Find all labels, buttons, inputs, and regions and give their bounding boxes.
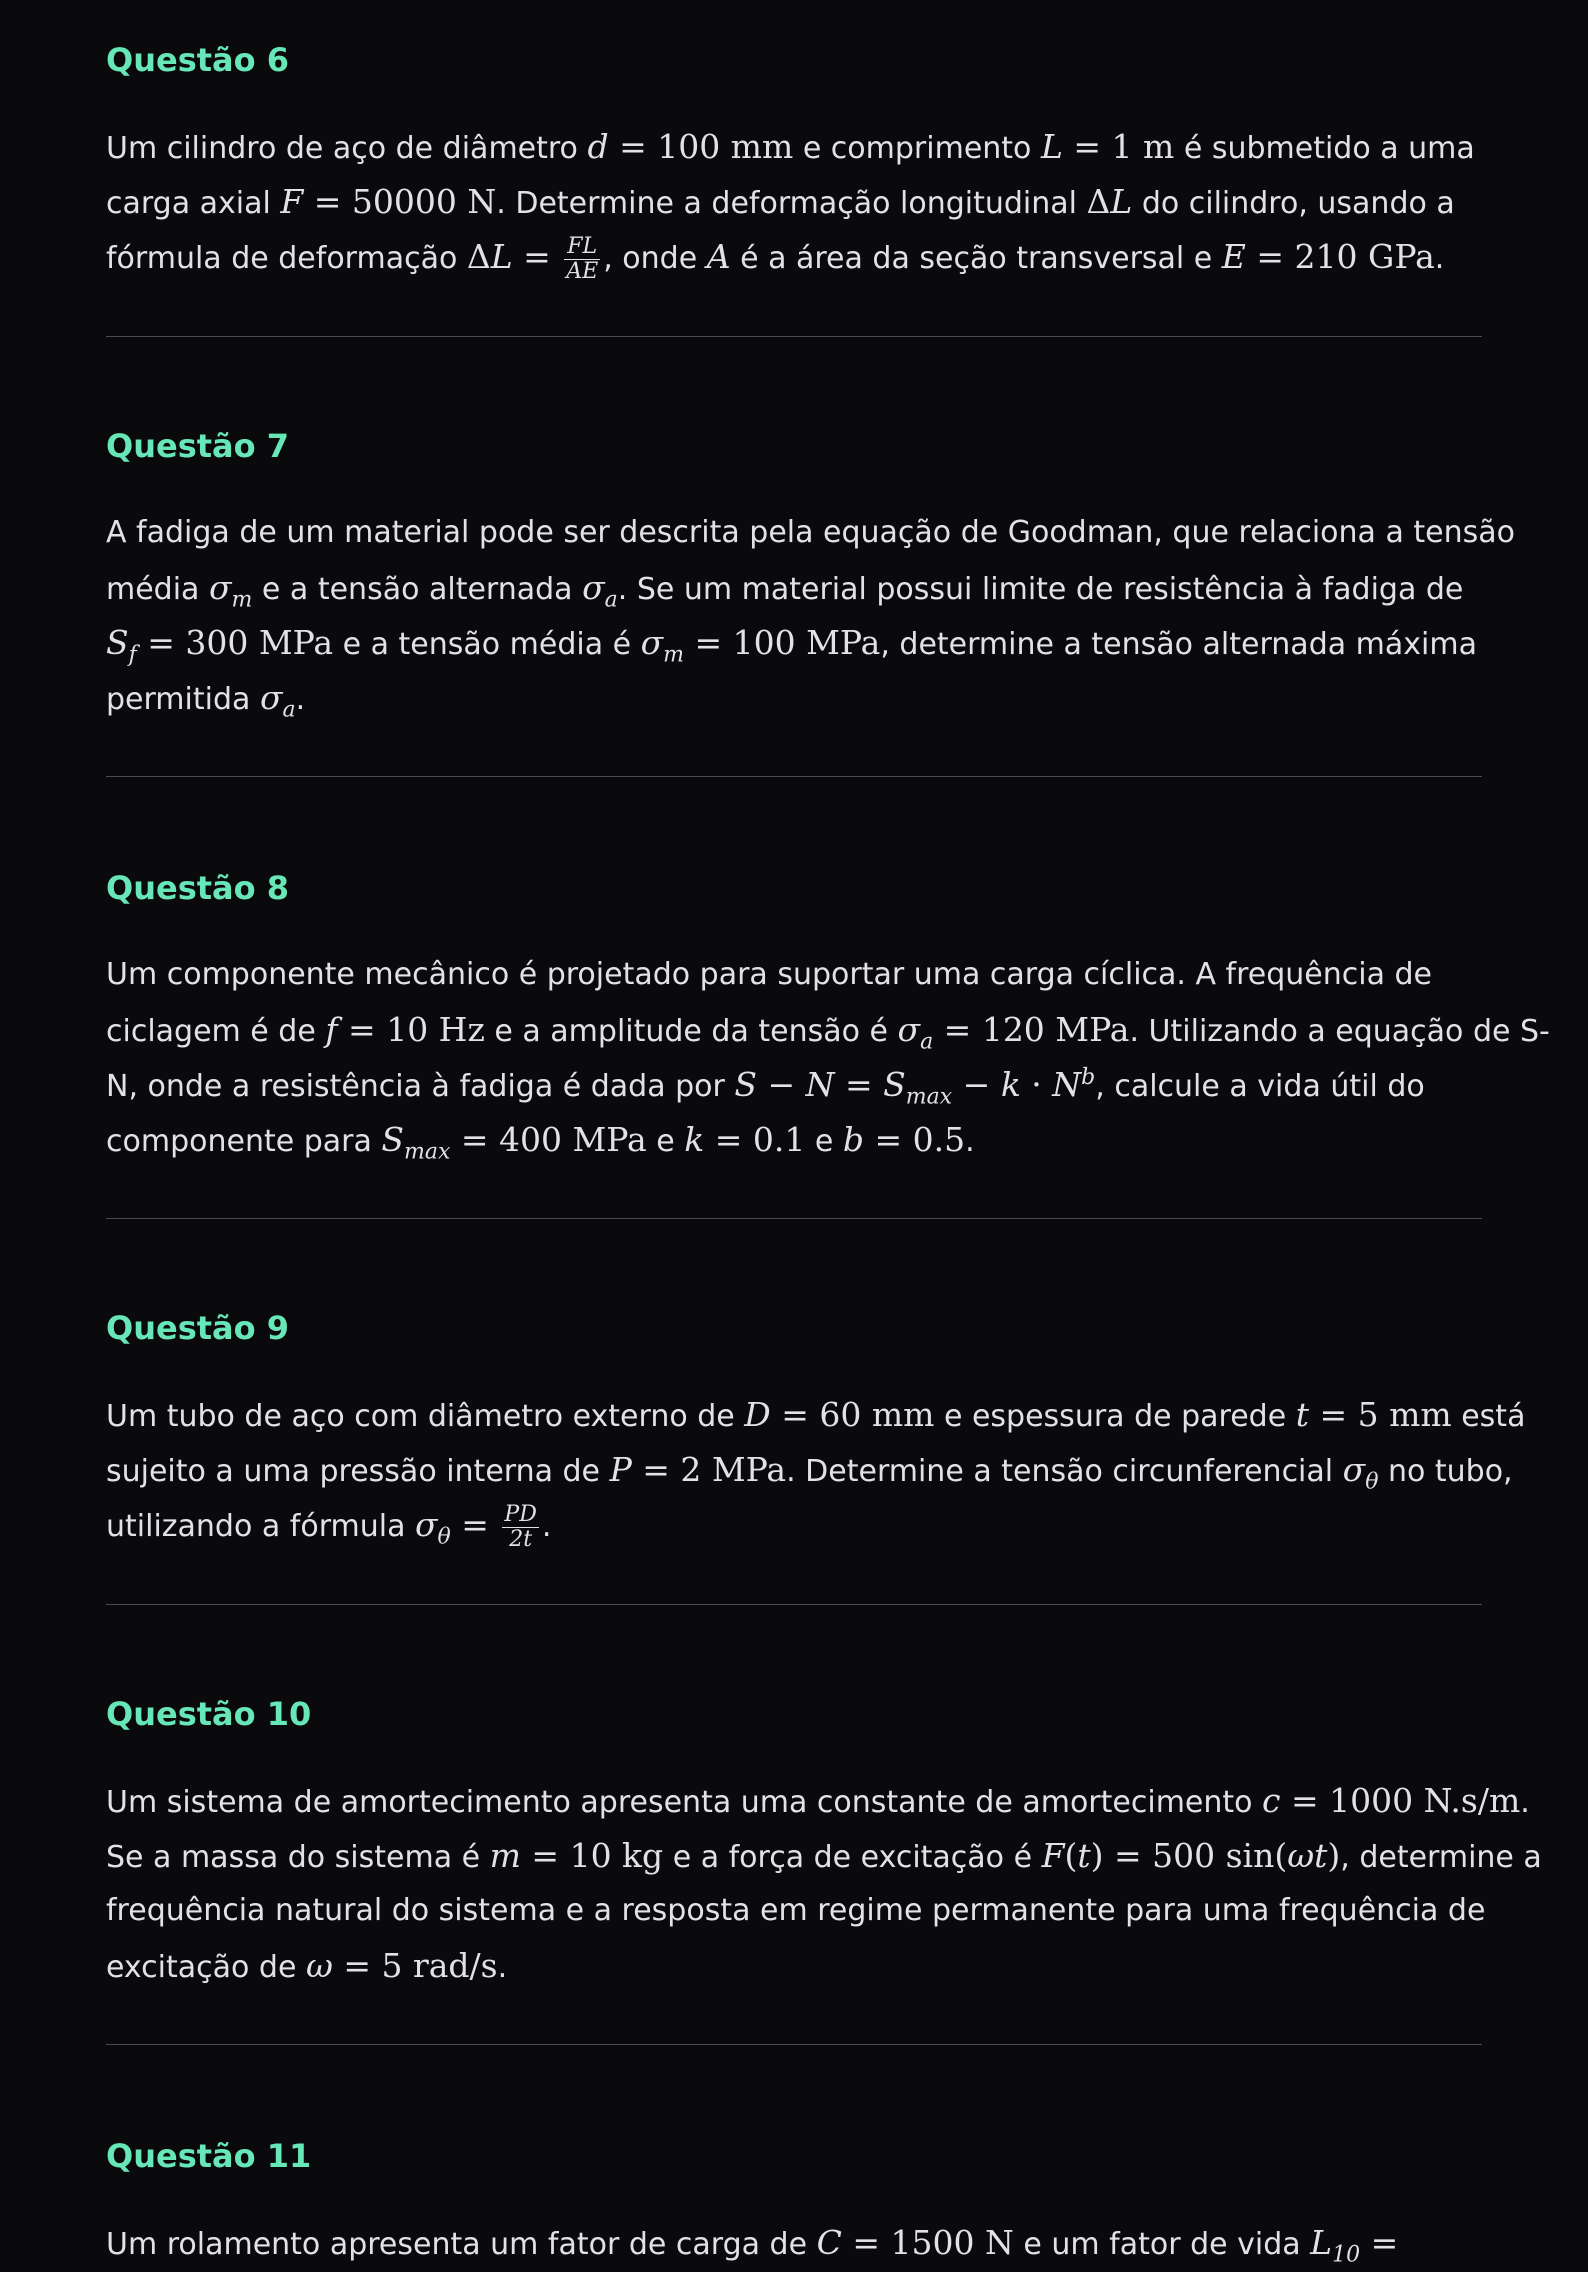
section-divider	[106, 2044, 1482, 2045]
question-line: média $\sigma_m$ e a tensão alternada $\sigma_a$. Se um material possui limite de resistência à fadiga de	[106, 568, 1464, 613]
question-title: Questão 11	[106, 2137, 312, 2175]
question-line: A fadiga de um material pode ser descrita pela equação de Goodman, que relaciona a tensão	[106, 515, 1515, 550]
question-title: Questão 9	[106, 1309, 290, 1347]
question-line: componente para $S_{max} = 400$ MPa e k = 0.1 e b = 0.5.	[106, 1120, 975, 1165]
question-line: permitida $\sigma_a$.	[106, 678, 306, 723]
question-title: Questão 7	[106, 427, 290, 465]
question-line: Um rolamento apresenta um fator de carga de C = 1500 N e um fator de vida $L_{10}$ =	[106, 2223, 1399, 2268]
math-L: L	[1040, 127, 1063, 166]
fraction: $\frac{FL}{AE}$	[566, 234, 599, 284]
question-line: Um cilindro de aço de diâmetro d = 100 mm e comprimento L = 1 m é submetido a uma	[106, 127, 1475, 166]
question-line: sujeito a uma pressão interna de P = 2 MPa. Determine a tensão circunferencial $\sigma_\theta$ no tubo,	[106, 1450, 1513, 1495]
question-line: $S_f = 300$ MPa e a tensão média é $\sigma_m = 100$ MPa, determine a tensão alternada máxima	[106, 623, 1477, 668]
question-line: N, onde a resistência à fadiga é dada por $S - N = S_{max} - k \cdot N^b$, calcule a vida útil do	[106, 1065, 1425, 1110]
question-text	[106, 2215, 1482, 2270]
question-line: Um tubo de aço com diâmetro externo de D = 60 mm e espessura de parede t = 5 mm está	[106, 1395, 1526, 1434]
section-divider	[106, 776, 1482, 777]
question-line: fórmula de deformação ΔL = $\frac{FL}{AE}$ , onde A é a área da seção transversal e E = 210 GPa.	[106, 234, 1445, 284]
question-title: Questão 8	[106, 869, 290, 907]
question-line: Um sistema de amortecimento apresenta uma constante de amortecimento c = 1000 N.s/m.	[106, 1781, 1530, 1820]
question-text	[106, 1387, 1526, 1552]
question-text	[106, 119, 1482, 284]
math-d: d	[587, 127, 609, 166]
section-divider	[106, 1218, 1482, 1219]
section-divider	[106, 1604, 1482, 1605]
question-line: carga axial F = 50000 N. Determine a deformação longitudinal ΔL do cilindro, usando a	[106, 182, 1455, 221]
question-line: utilizando a fórmula $\sigma_\theta$ = $\frac{PD}{2t}$ .	[106, 1502, 552, 1552]
question-text	[106, 505, 1515, 725]
question-line: excitação de ω = 5 rad/s.	[106, 1946, 508, 1985]
question-text	[106, 1773, 1542, 1993]
question-text	[106, 947, 1550, 1167]
question-line: ciclagem é de f = 10 Hz e a amplitude da tensão é $\sigma_a = 120$ MPa. Utilizando a equação de S-	[106, 1010, 1550, 1055]
question-line: Se a massa do sistema é m = 10 kg e a força de excitação é F(t) = 500 sin(ωt), determine a	[106, 1836, 1542, 1875]
fraction: $\frac{PD}{2t}$	[504, 1502, 537, 1552]
question-line: frequência natural do sistema e a resposta em regime permanente para uma frequência de	[106, 1893, 1486, 1928]
question-line: Um componente mecânico é projetado para suportar uma carga cíclica. A frequência de	[106, 957, 1433, 992]
question-title: Questão 10	[106, 1695, 312, 1733]
question-title: Questão 6	[106, 41, 290, 79]
section-divider	[106, 336, 1482, 337]
